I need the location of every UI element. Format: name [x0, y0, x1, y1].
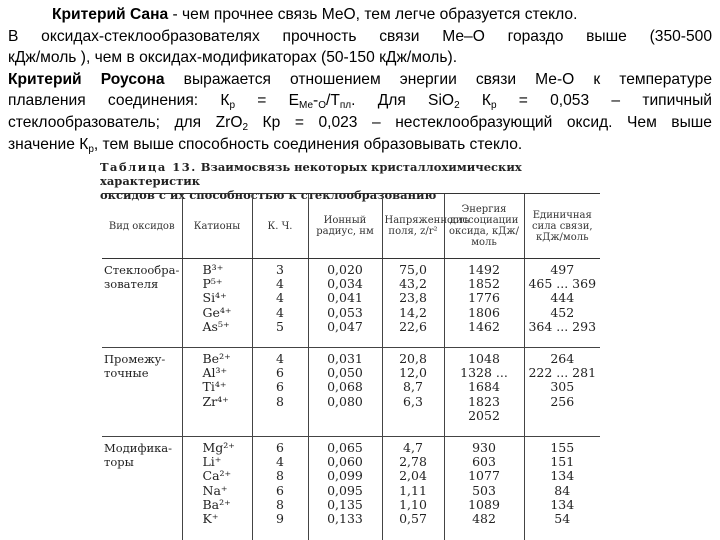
cell-field-strength: 20,8 12,0 8,7 6,3 [382, 347, 444, 436]
text-part: Кр = 0,023 – нестеклообразующий оксид. Чем выше [248, 113, 712, 131]
cell-dissociation-energy: 930 603 1077 503 1089 482 [444, 436, 524, 540]
header-field-strength: Напряженность поля, z/r² [382, 194, 444, 259]
formula-part: плавления соединения: К [8, 92, 230, 110]
formula-subscript: р [229, 100, 235, 112]
header-cations: Катионы [182, 194, 252, 259]
header-coordination-number: К. Ч. [252, 194, 308, 259]
text-part: , тем выше способность соединения образовывать стекло. [93, 135, 523, 153]
cell-ionic-radius: 0,031 0,050 0,068 0,080 [308, 347, 382, 436]
table-caption-line-2: оксидов с их способностью к стеклообразованию [100, 188, 437, 202]
sun-criterion-text: - чем прочнее связь МеО, тем легче образуется стекло. [168, 6, 578, 23]
cell-ionic-radius: 0,065 0,060 0,099 0,095 0,135 0,133 [308, 436, 382, 540]
formula-subscript: Ме [299, 100, 314, 112]
rawson-criterion-text: выражается отношением энергии связи Ме-О к температуре [164, 70, 712, 88]
cell-ionic-radius: 0,020 0,034 0,041 0,053 0,047 [308, 259, 382, 348]
header-dissociation-energy: Энергия диссоциации оксида, кДж/моль [444, 194, 524, 259]
formula-line [8, 90, 712, 112]
cell-bond-strength: 155 151 134 84 134 54 [524, 436, 600, 540]
oxide-properties-table [102, 193, 600, 540]
header-ionic-radius: Ионный радиус, нм [308, 194, 382, 259]
cell-cations: B³⁺ P⁵⁺ Si⁴⁺ Ge⁴⁺ As⁵⁺ [182, 259, 252, 348]
cell-coordination-number: 4 6 6 8 [252, 347, 308, 436]
cell-field-strength: 4,7 2,78 2,04 1,11 1,10 0,57 [382, 436, 444, 540]
formula-subscript: О [318, 100, 327, 112]
sun-criterion-title: Критерий Сана [52, 6, 169, 23]
cell-bond-strength: 264 222 ... 281 305 256 [524, 347, 600, 436]
text-line-2: В оксидах-стеклообразователях прочность связи Ме–О гораздо выше (350-500 [8, 27, 712, 45]
formula-subscript: пл [339, 100, 352, 112]
table-header-row [102, 194, 600, 259]
table-row-glass-formers [102, 259, 600, 348]
table-row-modifiers [102, 436, 600, 540]
cell-bond-strength: 497 465 ... 369 444 452 364 ... 293 [524, 259, 600, 348]
cell-cations: Be²⁺ Al³⁺ Ti⁴⁺ Zr⁴⁺ [182, 347, 252, 436]
cell-coordination-number: 6 4 8 6 8 9 [252, 436, 308, 540]
text-line-3: кДж/моль ), чем в оксидах-модификаторах (50-150 кДж/моль). [8, 49, 458, 67]
cell-dissociation-energy: 1492 1852 1776 1806 1462 [444, 259, 524, 348]
formula-part: . Для SiO [351, 92, 455, 110]
text-part: значение К [8, 135, 89, 153]
header-oxide-type: Вид оксидов [102, 194, 182, 259]
conclusion-line [8, 134, 712, 156]
cell-coordination-number: 3 4 4 4 5 [252, 259, 308, 348]
table-number: Таблица 13. [100, 160, 197, 174]
cell-oxide-type: Стеклообра- зователя [102, 259, 182, 348]
formula-subscript: 2 [454, 100, 460, 112]
intro-paragraph [8, 4, 712, 155]
text-subscript: 2 [242, 121, 249, 133]
text-subscript: р [88, 143, 94, 155]
formula-subscript: р [490, 100, 497, 112]
rawson-criterion-line [8, 69, 712, 91]
zro2-line [8, 112, 712, 134]
cell-field-strength: 75,0 43,2 23,8 14,2 22,6 [382, 259, 444, 348]
table-caption-line-1 [100, 160, 620, 188]
table-row-intermediates [102, 347, 600, 436]
cell-oxide-type: Промежу- точные [102, 347, 182, 436]
formula-part: = Е [235, 92, 300, 110]
rawson-criterion-title: Критерий Роусона [8, 70, 165, 88]
formula-part: - [313, 92, 319, 110]
sun-criterion-line [8, 4, 712, 26]
text-part: стеклообразователь; для ZrO [8, 113, 243, 131]
cell-dissociation-energy: 1048 1328 ... 1684 1823 2052 [444, 347, 524, 436]
table-caption-text-1: Взаимосвязь некоторых кристаллохимических характеристик [100, 160, 522, 188]
cell-cations: Mg²⁺ Li⁺ Ca²⁺ Na⁺ Ba²⁺ K⁺ [182, 436, 252, 540]
formula-part: К [459, 92, 491, 110]
formula-part: = 0,053 – типичный [496, 92, 712, 110]
formula-part: /Т [326, 92, 340, 110]
cell-oxide-type: Модифика- торы [104, 440, 173, 470]
header-bond-strength: Единичная сила связи, кДж/моль [524, 194, 600, 259]
